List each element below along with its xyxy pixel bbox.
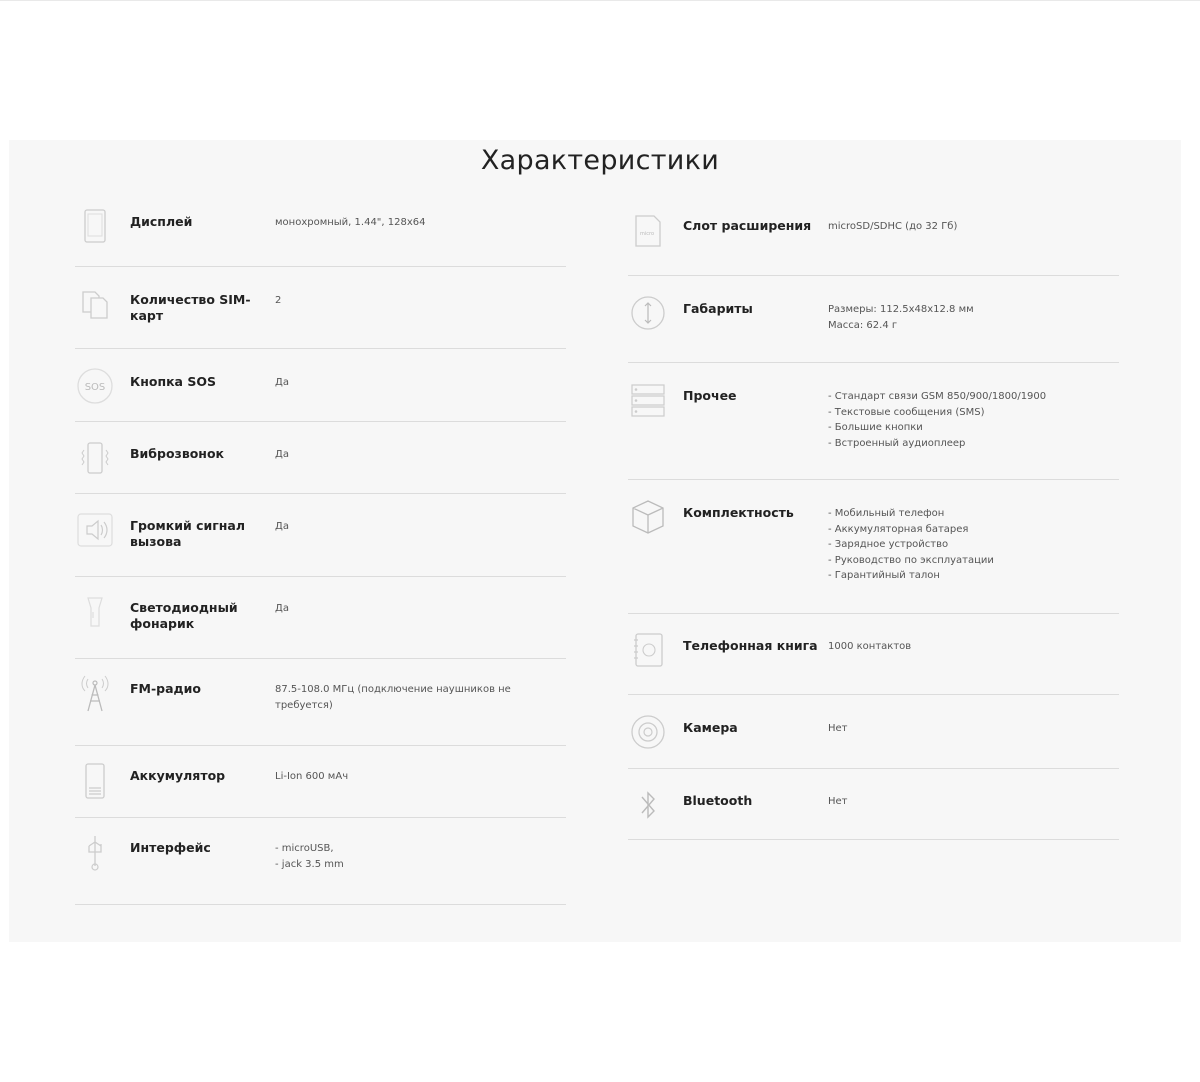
spec-label: Bluetooth xyxy=(683,793,753,808)
spec-value xyxy=(275,215,565,231)
spec-label: Кнопка SOS xyxy=(130,374,216,389)
spec-value xyxy=(275,841,565,872)
spec-value-line: - Мобильный телефон xyxy=(828,508,945,519)
spec-value-line: Да xyxy=(275,377,289,388)
spec-value-line: Да xyxy=(275,449,289,460)
spec-value xyxy=(828,506,1118,584)
spec-value-line: Нет xyxy=(828,796,848,807)
usb-icon xyxy=(75,832,115,872)
spec-value xyxy=(828,639,1118,655)
spec-value-line: - Текстовые сообщения (SMS) xyxy=(828,406,985,418)
spec-value-line: Масса: 62.4 г xyxy=(828,319,898,331)
phone-display-icon xyxy=(75,206,115,246)
camera-icon xyxy=(628,712,668,752)
row-divider xyxy=(75,817,566,818)
row-divider xyxy=(75,576,566,577)
spec-value xyxy=(275,601,565,617)
spec-value xyxy=(828,389,1118,451)
spec-value-line: - Зарядное устройство xyxy=(828,539,949,550)
spec-row xyxy=(628,293,1119,363)
spec-row xyxy=(628,712,1119,769)
spec-value-line: требуется) xyxy=(275,699,333,711)
spec-label: Количество SIM-карт xyxy=(130,292,251,323)
spec-row xyxy=(628,380,1119,480)
spec-row xyxy=(75,438,566,494)
spec-value-line: - Аккумуляторная батарея xyxy=(828,523,969,535)
spec-row xyxy=(75,284,566,349)
spec-value xyxy=(275,769,565,785)
spec-row xyxy=(75,592,566,659)
spec-value-line: 87.5-108.0 МГц (подключение наушников не xyxy=(275,684,511,695)
spec-value-line: - Стандарт связи GSM 850/900/1800/1900 xyxy=(828,391,1047,402)
bluetooth-icon xyxy=(628,785,668,825)
spec-value-line: - Руководство по эксплуатации xyxy=(828,554,994,566)
dimensions-icon xyxy=(628,293,668,333)
spec-label: Интерфейс xyxy=(130,840,211,855)
spec-value-line: монохромный, 1.44", 128x64 xyxy=(275,217,426,228)
memory-card-icon xyxy=(628,210,668,250)
box-icon xyxy=(628,497,668,537)
spec-row xyxy=(75,510,566,577)
spec-row xyxy=(75,832,566,905)
spec-value-line: Да xyxy=(275,603,289,614)
sos-button-icon xyxy=(75,366,115,406)
spec-value-line: - microUSB, xyxy=(275,843,334,854)
row-divider xyxy=(628,839,1119,840)
row-divider xyxy=(628,479,1119,480)
spec-label: Дисплей xyxy=(130,214,193,229)
phonebook-icon xyxy=(628,630,668,670)
spec-row xyxy=(628,210,1119,276)
spec-row xyxy=(75,760,566,818)
spec-value xyxy=(828,302,1118,333)
row-divider xyxy=(628,768,1119,769)
spec-label: Камера xyxy=(683,720,738,735)
spec-row xyxy=(628,785,1119,840)
row-divider xyxy=(75,904,566,905)
spec-value xyxy=(828,794,1118,810)
spec-value-line: - jack 3.5 mm xyxy=(275,858,344,870)
spec-label: Светодиодный фонарик xyxy=(130,600,238,631)
spec-row xyxy=(628,630,1119,695)
row-divider xyxy=(628,694,1119,695)
spec-row xyxy=(75,206,566,267)
spec-label: Телефонная книга xyxy=(683,638,818,653)
spec-value-line: Да xyxy=(275,521,289,532)
spec-value-line: - Встроенный аудиоплеер xyxy=(828,437,966,449)
radio-tower-icon xyxy=(75,673,115,713)
spec-value xyxy=(275,682,565,713)
vibration-icon xyxy=(75,438,115,478)
spec-value-line: 2 xyxy=(275,295,282,306)
spec-value xyxy=(275,293,565,309)
page-title: Характеристики xyxy=(480,145,720,176)
spec-value xyxy=(828,219,1118,235)
spec-value-line: 1000 контактов xyxy=(828,641,912,652)
row-divider xyxy=(75,348,566,349)
spec-row xyxy=(628,497,1119,614)
row-divider xyxy=(628,362,1119,363)
spec-label: Комплектность xyxy=(683,505,794,520)
spec-row xyxy=(75,673,566,746)
flashlight-icon xyxy=(75,592,115,632)
speaker-icon xyxy=(75,510,115,550)
list-icon xyxy=(628,380,668,420)
spec-value-line: Нет xyxy=(828,723,848,734)
spec-value xyxy=(275,519,565,535)
spec-label: Слот расширения xyxy=(683,218,812,233)
spec-value xyxy=(275,447,565,463)
row-divider xyxy=(628,613,1119,614)
row-divider xyxy=(628,275,1119,276)
spec-value-line: - Большие кнопки xyxy=(828,422,923,433)
spec-label: Прочее xyxy=(683,388,737,403)
top-divider xyxy=(0,0,1200,1)
spec-label: Громкий сигнал вызова xyxy=(130,518,245,549)
row-divider xyxy=(75,493,566,494)
spec-value-line: Li-Ion 600 мАч xyxy=(275,771,349,782)
sim-cards-icon xyxy=(75,284,115,324)
spec-label: Виброзвонок xyxy=(130,446,225,461)
svg-text:SOS: SOS xyxy=(84,382,106,393)
spec-row xyxy=(75,366,566,422)
spec-value-line: microSD/SDHC (до 32 Гб) xyxy=(828,221,958,232)
row-divider xyxy=(75,745,566,746)
spec-value-line: Размеры: 112.5х48х12.8 мм xyxy=(828,304,974,315)
spec-value xyxy=(275,375,565,391)
spec-value-line: - Гарантийный талон xyxy=(828,570,940,581)
row-divider xyxy=(75,266,566,267)
spec-label: Аккумулятор xyxy=(130,768,226,783)
svg-text:micro: micro xyxy=(639,231,655,237)
spec-label: FM-радио xyxy=(130,681,201,696)
spec-value xyxy=(828,721,1118,737)
spec-label: Габариты xyxy=(683,301,753,316)
battery-icon xyxy=(75,760,115,800)
row-divider xyxy=(75,421,566,422)
row-divider xyxy=(75,658,566,659)
